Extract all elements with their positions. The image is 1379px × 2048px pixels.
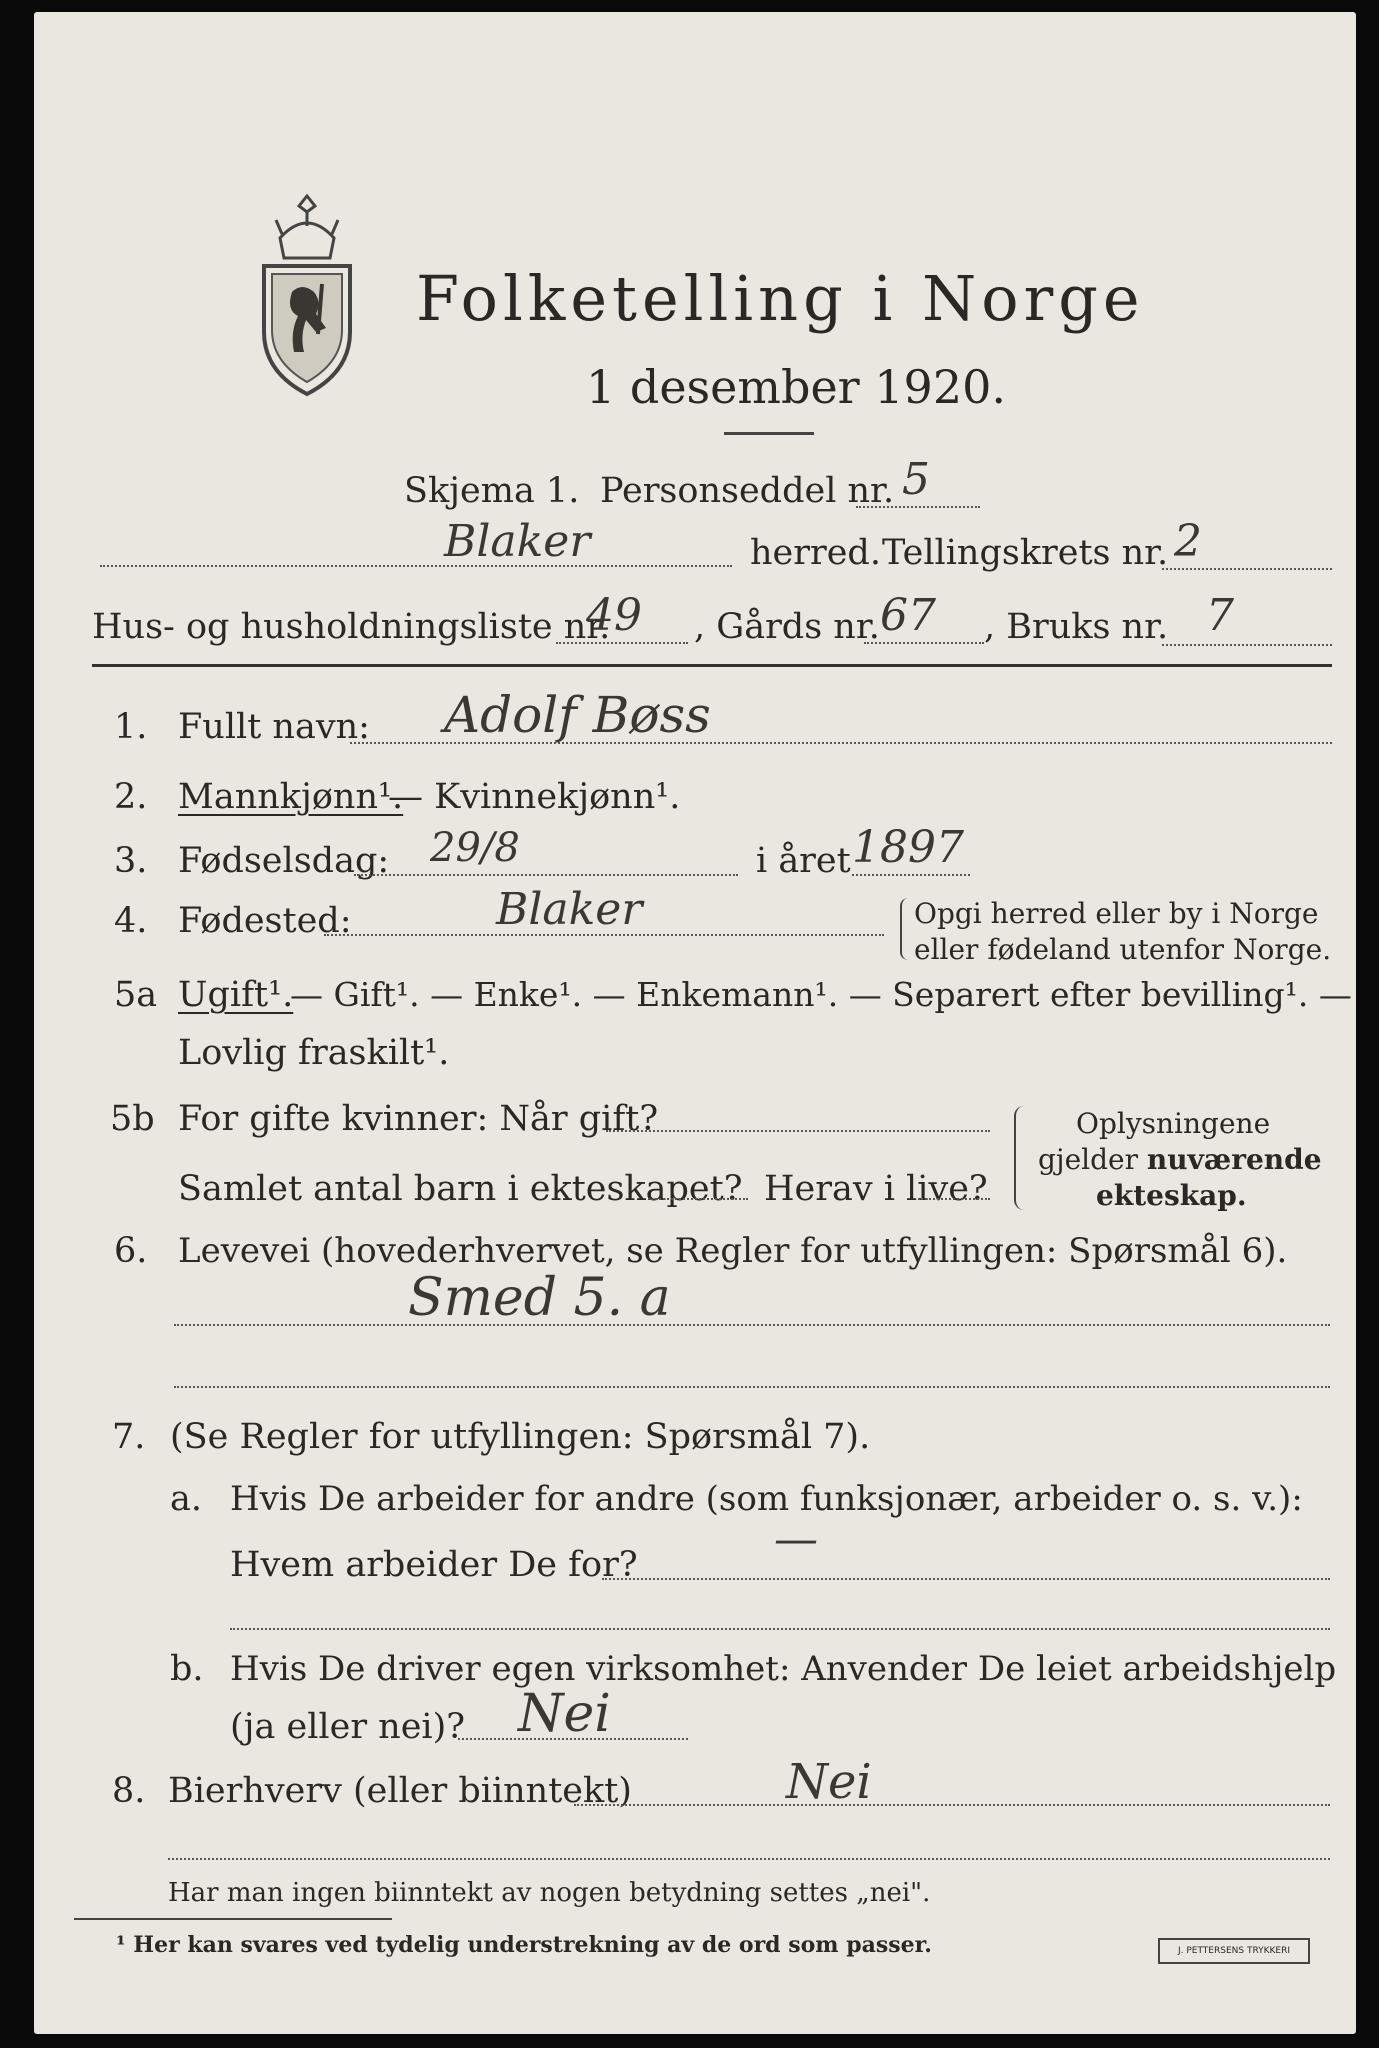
q3-label: Fødselsdag: (178, 841, 390, 881)
nei-instruction: Har man ingen biinntekt av nogen betydning settes „nei". (168, 1878, 931, 1908)
q7a-value: — (774, 1514, 818, 1565)
q5b-brace (1014, 1106, 1024, 1210)
personseddel-label: Personseddel nr. (600, 471, 895, 511)
q4-brace (900, 898, 910, 960)
q1-number: 1. (114, 707, 148, 747)
q7-number: 7. (112, 1417, 146, 1457)
husliste-field (556, 642, 688, 644)
q7a-line1: Hvis De arbeider for andre (som funksjonær, arbeider o. s. v.): (230, 1479, 1303, 1519)
q5b-nar-gift-field (606, 1130, 990, 1132)
q4-note-line1: Opgi herred eller by i Norge (914, 897, 1319, 930)
q8-number: 8. (112, 1771, 146, 1811)
q7-label: (Se Regler for utfyllingen: Spørsmål 7). (170, 1417, 871, 1457)
q7b-line2: (ja eller nei)? (230, 1707, 466, 1747)
footnote: ¹ Her kan svares ved tydelig understrekning av de ord som passer. (116, 1932, 932, 1958)
q5b-note-line3: ekteskap. (1096, 1179, 1247, 1212)
q3-aret-field (852, 874, 970, 876)
q5a-line2: Lovlig fraskilt¹. (178, 1033, 450, 1073)
q8-field (574, 1804, 1330, 1806)
gards-label: , Gårds nr. (694, 607, 880, 647)
q7b-letter: b. (170, 1649, 204, 1689)
q5b-line1: For gifte kvinner: Når gift? (178, 1099, 659, 1139)
q4-note-line2: eller fødeland utenfor Norge. (914, 933, 1332, 966)
census-date: 1 desember 1920. (586, 360, 1006, 414)
herred-value: Blaker (444, 516, 591, 567)
header-divider (92, 664, 1332, 667)
title-divider (724, 432, 814, 435)
q5b-herav-label: Herav i live? (764, 1169, 988, 1209)
q5b-number: 5b (110, 1099, 155, 1139)
q7a-letter: a. (170, 1479, 202, 1519)
husliste-value: 49 (586, 590, 642, 641)
q7b-line1: Hvis De driver egen virksomhet: Anvender De leiet arbeidshjelp (230, 1649, 1337, 1689)
census-form-page (34, 12, 1356, 2034)
bruks-field (1162, 644, 1332, 646)
q3-value: 29/8 (430, 825, 520, 871)
skjema-label: Skjema 1. (404, 471, 580, 511)
q8-label: Bierhverv (eller biinntekt) (168, 1771, 632, 1811)
tellingskrets-field (1162, 568, 1332, 570)
q4-label: Fødested: (178, 901, 352, 941)
q6-label: Levevei (hovederhvervet, se Regler for utfyllingen: Spørsmål 6). (178, 1231, 1288, 1271)
q5b-herav-field (918, 1198, 990, 1200)
q7a-field (602, 1578, 1330, 1580)
q5b-line2: Samlet antal barn i ekteskapet? (178, 1169, 743, 1209)
q5a-ugift: Ugift¹. (178, 975, 294, 1015)
personseddel-value: 5 (902, 454, 930, 505)
q3-aret-value: 1897 (852, 822, 964, 873)
q3-number: 3. (114, 841, 148, 881)
q8-field-line2 (168, 1858, 1330, 1860)
q6-field-line2 (174, 1386, 1330, 1388)
q5a-number: 5a (114, 975, 158, 1015)
q6-value: Smed 5. a (408, 1268, 671, 1328)
printer-stamp: J. PETTERSENS TRYKKERI (1158, 1938, 1310, 1964)
q7a-line2: Hvem arbeider De for? (230, 1545, 638, 1585)
q1-label: Fullt navn: (178, 707, 370, 747)
q4-value: Blaker (496, 884, 643, 935)
q4-number: 4. (114, 901, 148, 941)
q7a-field-line2 (230, 1628, 1330, 1630)
tellingskrets-label: Tellingskrets nr. (882, 533, 1169, 573)
q5b-note-line2: gjelder nuværende (1038, 1143, 1322, 1176)
tellingskrets-value: 2 (1174, 516, 1202, 567)
bruks-value: 7 (1206, 590, 1234, 641)
q3-aret-label: i året (756, 841, 851, 881)
q6-field-line1 (174, 1324, 1330, 1326)
personseddel-field (856, 506, 980, 508)
q8-value: Nei (786, 1754, 872, 1810)
q5b-barn-field (648, 1198, 748, 1200)
herred-field (100, 565, 732, 567)
norwegian-coat-of-arms-icon (252, 188, 362, 400)
q2-kvinnekjonn: — Kvinnekjønn¹. (388, 777, 681, 817)
q3-field (354, 874, 738, 876)
bruks-label: , Bruks nr. (984, 607, 1169, 647)
q2-number: 2. (114, 777, 148, 817)
gards-field (864, 642, 984, 644)
q5a-options: — Gift¹. — Enke¹. — Enkemann¹. — Separert efter bevilling¹. — (290, 975, 1352, 1014)
form-title: Folketelling i Norge (416, 262, 1145, 335)
q1-value: Adolf Bøss (444, 686, 711, 744)
herred-label: herred. (750, 533, 881, 573)
q2-mannkjonn: Mannkjønn¹. (178, 777, 404, 817)
husliste-label: Hus- og husholdningsliste nr. (92, 607, 611, 647)
gards-value: 67 (880, 590, 936, 641)
footnote-divider (74, 1918, 392, 1920)
q6-number: 6. (114, 1231, 148, 1271)
q7b-value: Nei (518, 1684, 611, 1744)
q5b-note-line1: Oplysningene (1076, 1107, 1271, 1140)
